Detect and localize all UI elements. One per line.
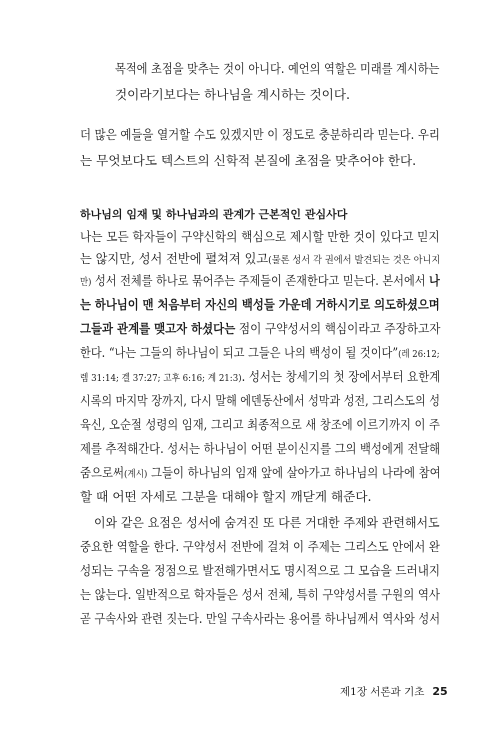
paragraph-line: [80, 272, 440, 291]
text-run: 한다. “나는 그들의 하나님이 되고 그들은 나의 백성이 될 것이다”: [80, 345, 399, 360]
bold-text: 그들과 관계를 맺고자 하셨다는: [80, 321, 236, 336]
quote-line: 것이라기보다는 하나님을 계시하는 것이다.: [115, 87, 350, 102]
paragraph-line: [80, 344, 440, 363]
paragraph-line: 중요한 역할을 한다. 구약성서 전반에 걸쳐 이 주제는 그리스도 안에서 완: [80, 539, 440, 554]
paragraph-line: 할 때 어떤 자세로 그분을 대해야 할지 깨닫게 해준다.: [80, 489, 372, 504]
paragraph-line: 성되는 구속을 정점으로 발전해가면서도 명시적으로 그 모습을 드러내지: [80, 563, 440, 578]
section-heading: 하나님의 임재 및 하나님과의 관계가 근본적인 관심사다: [80, 208, 348, 221]
parenthetical-note: (계시): [124, 469, 148, 480]
text-run: 줌으로써: [80, 465, 125, 480]
paragraph-line: 제를 추적해간다. 성서는 하나님이 어떤 분이신지를 그의 백성에게 전달해: [80, 441, 441, 456]
text-run: 그들이 하나님의 임재 앞에 살아가고 하나님의 나라에 참여: [147, 465, 441, 480]
text-run: 점이 구약성서의 핵심이라고 주장하고자: [235, 321, 441, 336]
paragraph-line: 는 무엇보다도 텍스트의 신학적 본질에 초점을 맞추어야 한다.: [80, 153, 417, 168]
quote-line: 목적에 초점을 맞추는 것이 아니다. 예언의 역할은 미래를 계시하는: [115, 61, 440, 76]
paragraph-line: 곧 구속사와 관련 짓는다. 만일 구속사라는 용어를 하나님께서 역사와 성서: [80, 611, 441, 626]
bold-line: 는 하나님이 맨 처음부터 자신의 백성들 가운데 거하시기로 의도하셨으며: [80, 297, 440, 312]
parenthetical-note: (물론 성서 각 권에서 발견되는 것은 아니지: [268, 255, 441, 266]
text-run: 는 않지만, 성서 전반에 펼쳐져 있고: [80, 251, 269, 266]
paragraph-line: [80, 464, 441, 483]
scripture-reference: 렘 31:14; 겔 37:27; 고후 6:16; 계 21:3): [80, 373, 242, 384]
scripture-reference: (레 26:12;: [398, 349, 440, 360]
paragraph-line: 이와 같은 요점은 성서에 숨겨진 또 다른 거대한 주제와 관련해서도: [94, 515, 440, 530]
parenthetical-note: 만): [80, 277, 92, 288]
paragraph-line: [80, 250, 440, 269]
paragraph-line: [80, 320, 440, 337]
paragraph-line: 나는 모든 학자들이 구약신학의 핵심으로 제시할 만한 것이 있다고 믿지: [80, 229, 440, 244]
page-number: 25: [432, 685, 448, 698]
page-footer: [340, 684, 448, 699]
paragraph-line: 육신, 오순절 성령의 임재, 그리고 최종적으로 새 창조에 이르기까지 이 주: [80, 417, 440, 432]
bold-text: 나: [429, 273, 440, 288]
text-run: 성서 전체를 하나로 묶어주는 주제들이 존재한다고 믿는다. 본서에서: [91, 273, 430, 288]
paragraph-line: [80, 368, 440, 387]
chapter-title: 제1장 서론과 기초: [340, 686, 425, 698]
text-run: . 성서는 창세기의 첫 장에서부터 요한계: [241, 369, 441, 384]
paragraph-line: 시록의 마지막 장까지, 다시 말해 에덴동산에서 성막과 성전, 그리스도의 성: [80, 393, 440, 408]
paragraph-line: 더 많은 예들을 열거할 수도 있겠지만 이 정도로 충분하리라 믿는다. 우리: [80, 127, 440, 142]
paragraph-line: 는 않는다. 일반적으로 학자들은 성서 전체, 특히 구약성서를 구원의 역사: [80, 587, 440, 602]
